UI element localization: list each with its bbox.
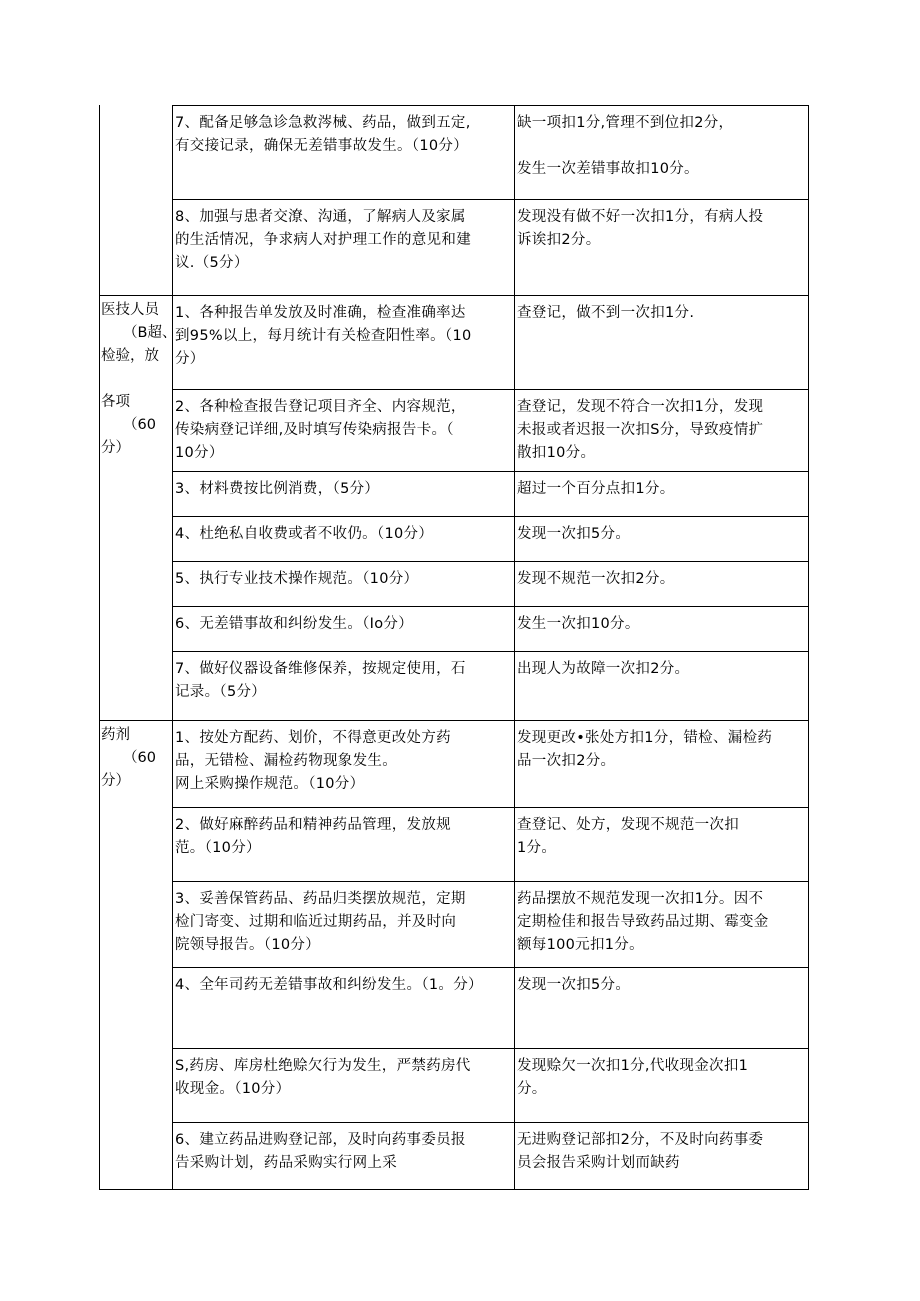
category-label-line: （B超、 [123, 325, 177, 341]
criteria-cell: 4、杜绝私自收费或者不收仍。（10分） [172, 516, 514, 561]
category-label-line: 检验，放 [101, 348, 159, 364]
deduction-cell: 查登记、处方，发现不规范一次扣 1分。 [514, 807, 809, 881]
deduction-cell: 发现不规范一次扣2分。 [514, 561, 809, 606]
criteria-cell: 8、加强与患者交潦、沟通，了解病人及家属 的生活情况，争求病人对护理工作的意见和建 议.（5分） [172, 199, 514, 295]
category-label-line: 分） [101, 440, 130, 456]
criteria-cell: 3、材料费按比例消费，（5分） [172, 471, 514, 516]
evaluation-table [99, 105, 809, 1189]
category-label-line: 分） [101, 773, 130, 789]
deduction-cell: 查登记，发现不符合一次扣1分，发现 未报或者迟报一次扣S分，导致疫情扩 散扣10分。 [514, 389, 809, 471]
criteria-cell: 2、各种检查报告登记项目齐全、内容规范， 传染病登记详细,及时填写传染病报告卡。（ 10分） [172, 389, 514, 471]
category-cell [99, 720, 172, 1189]
deduction-cell: 发现更改•张处方扣1分，错检、漏检药 品一次扣2分。 [514, 720, 809, 807]
category-label-line [101, 368, 172, 391]
criteria-cell: 3、妥善保管药品、药品归类摆放规范，定期 检门寄变、过期和临近过期药品，并及时向 院领导报告。（10分） [172, 881, 514, 967]
criteria-cell: 5、执行专业技术操作规范。（10分） [172, 561, 514, 606]
deduction-cell: 发现没有做不好一次扣1分，有病人投 诉诶扣2分。 [514, 199, 809, 295]
deduction-cell: 发现赊欠一次扣1分,代收现金次扣1 分。 [514, 1048, 809, 1122]
criteria-cell: 1、按处方配药、划价，不得意更改处方药 品，无错检、漏检药物现象发生。 网上采购操作规范。（10分） [172, 720, 514, 807]
category-label-line: （60 [123, 417, 156, 433]
criteria-cell: 2、做好麻醉药品和精神药品管理，发放规 范。（10分） [172, 807, 514, 881]
deduction-cell: 发现一次扣5分。 [514, 967, 809, 1048]
deduction-cell: 缺一项扣1分,管理不到位扣2分， 发生一次差错事故扣10分。 [514, 105, 809, 199]
criteria-cell: 4、全年司药无差错事故和纠纷发生。（1。分） [172, 967, 514, 1048]
criteria-cell: 6、无差错事故和纠纷发生。（Io分） [172, 606, 514, 651]
criteria-cell: 6、建立药品进购登记部，及时向药事委员报 告采购计划，药品采购实行网上采 [172, 1122, 514, 1189]
deduction-cell: 查登记，做不到一次扣1分. [514, 295, 809, 389]
deduction-cell: 无进购登记部扣2分，不及时向药事委 员会报告采购计划而缺药 [514, 1122, 809, 1189]
deduction-cell: 发生一次扣10分。 [514, 606, 809, 651]
category-cell [99, 105, 172, 295]
table-bottom-border [99, 1189, 809, 1190]
criteria-cell: 1、各种报告单发放及时准确，检查准确率达 到95%以上，每月统计有关检查阳性率。（10 分） [172, 295, 514, 389]
category-label-line: 药剂 [101, 727, 130, 743]
criteria-cell: 7、配备足够急诊急救涔械、药品，做到五定, 有交接记录，确保无差错事故发生。（10分） [172, 105, 514, 199]
criteria-cell: 7、做好仪器设备维修保养，按规定使用，石 记录。（5分） [172, 651, 514, 720]
category-label-line: 各项 [101, 394, 130, 410]
deduction-cell: 超过一个百分点扣1分。 [514, 471, 809, 516]
category-cell [99, 295, 177, 720]
category-label-line: 医技人员 [101, 302, 159, 318]
category-label-line: （60 [123, 750, 156, 766]
deduction-cell: 出现人为故障一次扣2分。 [514, 651, 809, 720]
deduction-cell: 药品摆放不规范发现一次扣1分。因不 定期检佳和报告导致药品过期、霉变金 额每100元扣1分。 [514, 881, 809, 967]
deduction-cell: 发现一次扣5分。 [514, 516, 809, 561]
criteria-cell: S,药房、库房杜绝赊欠行为发生，严禁药房代 收现金。（10分） [172, 1048, 514, 1122]
